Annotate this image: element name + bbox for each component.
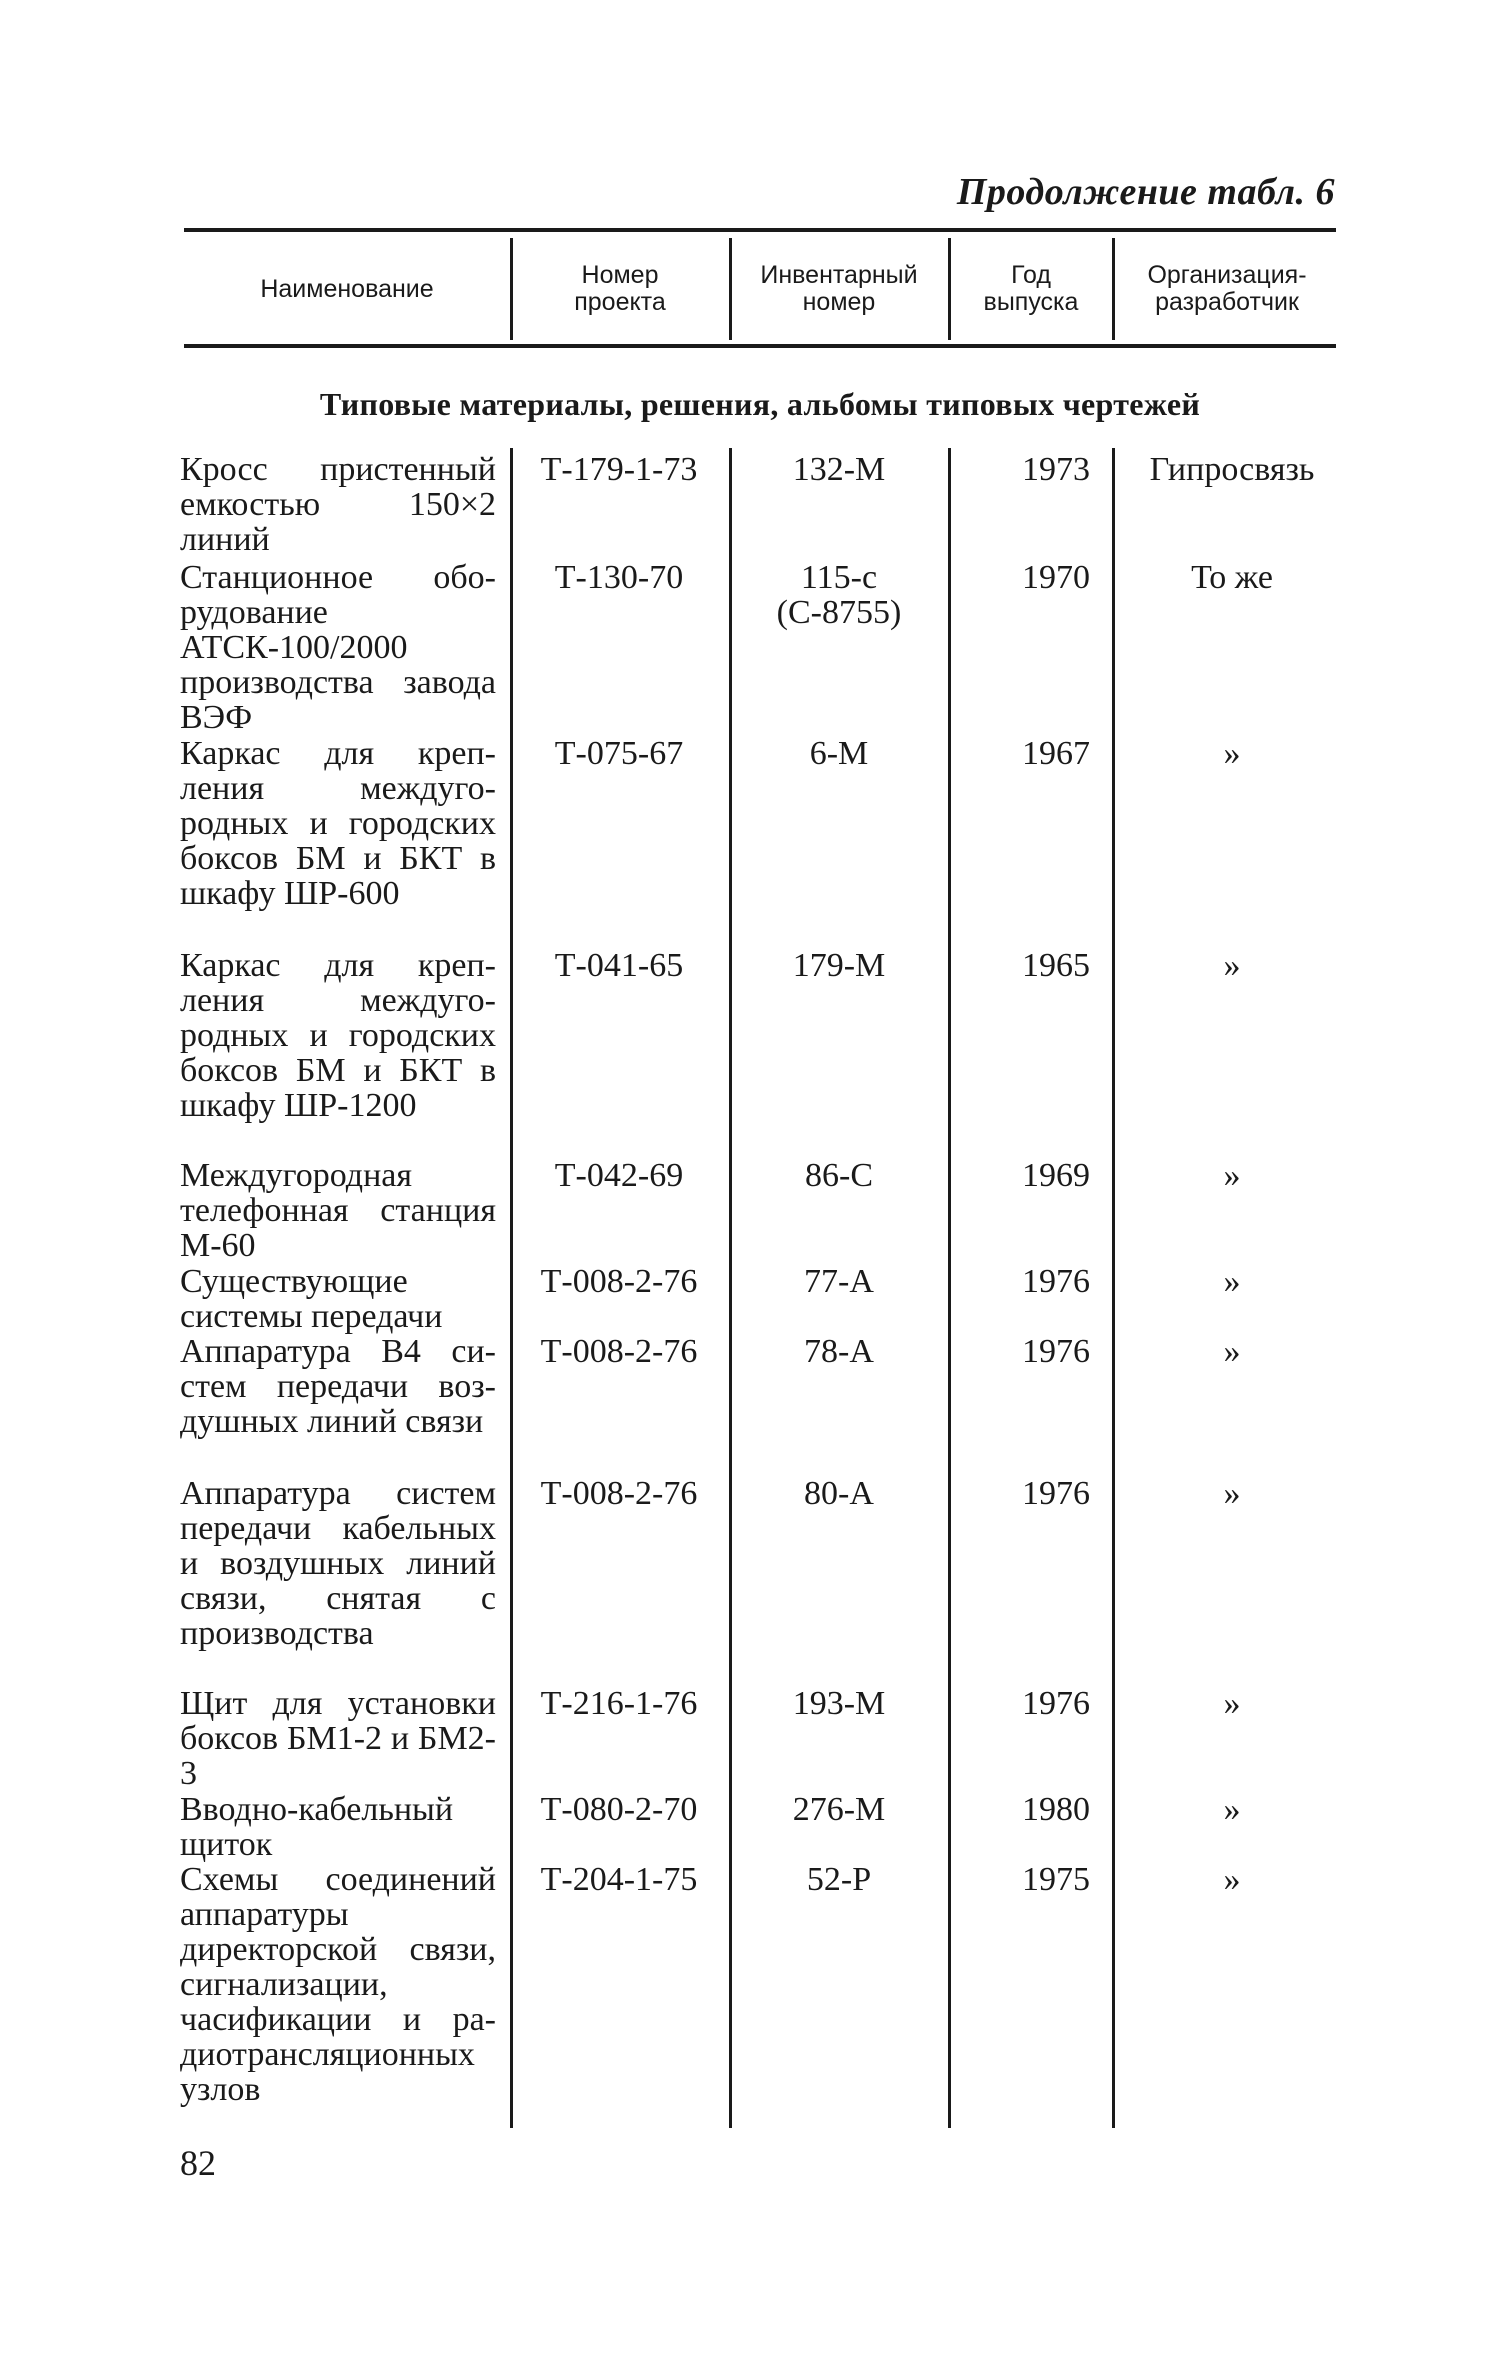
row-6-year: 1976 (1022, 1263, 1090, 1300)
row-4-year: 1965 (1022, 947, 1090, 984)
row-3-org: » (1223, 735, 1241, 772)
header-divider-3 (948, 238, 951, 340)
row-4-inventory: 179-М (792, 947, 886, 984)
row-1-org: Гипросвязь (1149, 451, 1315, 488)
column-header-org: Организация- разработчик (1147, 261, 1307, 316)
row-5-year: 1969 (1022, 1157, 1090, 1194)
body-divider-1 (510, 448, 513, 2128)
row-10-org: » (1223, 1791, 1241, 1828)
column-header-project: Номер проекта (574, 261, 666, 316)
row-2-name: Станционное оборудование АТСК-100/2000 производства завода ВЭФ (180, 559, 496, 736)
page-number: 82 (180, 2143, 216, 2183)
row-7-inventory: 78-А (804, 1333, 874, 1370)
column-header-name: Наименование (260, 274, 434, 303)
row-8-name: Аппаратура систем передачи кабельных и воздушных линий связи, снятая с производства (180, 1475, 496, 1652)
row-4-project: Т-041-65 (554, 947, 684, 984)
row-5-inventory: 86-С (805, 1157, 873, 1194)
table-continuation-caption: Продолжение табл. 6 (956, 171, 1335, 213)
row-7-name: Аппаратура В4 систем передачи воздушных линий связи (180, 1333, 496, 1440)
row-5-project: Т-042-69 (554, 1157, 684, 1194)
row-2-project: Т-130-70 (554, 559, 684, 596)
row-1-name: Кросс пристенный емкостью 150×2 линий (180, 451, 496, 558)
row-9-inventory: 193-М (792, 1685, 886, 1722)
row-1-year: 1973 (1022, 451, 1090, 488)
body-divider-2 (729, 448, 732, 2128)
header-divider-4 (1112, 238, 1115, 340)
row-11-year: 1975 (1022, 1861, 1090, 1898)
section-title: Типовые материалы, решения, альбомы типовых чертежей (319, 386, 1201, 422)
row-7-project: Т-008-2-76 (540, 1333, 698, 1370)
row-10-inventory: 276-М (792, 1791, 886, 1828)
row-6-inventory: 77-А (804, 1263, 874, 1300)
row-11-project: Т-204-1-75 (540, 1861, 698, 1898)
row-10-name: Вводно-кабельный щиток (180, 1791, 454, 1863)
row-4-org: » (1223, 947, 1241, 984)
row-6-name: Существующие системы передачи (180, 1263, 443, 1335)
row-3-name: Каркас для крепления междугородных и городских боксов БМ и БКТ в шкафу ШР-600 (180, 735, 496, 912)
row-9-year: 1976 (1022, 1685, 1090, 1722)
table-top-rule (184, 228, 1336, 232)
table-header-bottom-rule (184, 344, 1336, 348)
row-1-project: Т-179-1-73 (540, 451, 698, 488)
row-2-org: То же (1191, 559, 1273, 596)
row-3-inventory: 6-М (809, 735, 869, 772)
row-3-project: Т-075-67 (554, 735, 684, 772)
row-9-name: Щит для установки боксов БМ1-2 и БМ2-3 (180, 1685, 496, 1792)
row-9-org: » (1223, 1685, 1241, 1722)
row-6-org: » (1223, 1263, 1241, 1300)
row-3-year: 1967 (1022, 735, 1090, 772)
row-11-org: » (1223, 1861, 1241, 1898)
row-5-name: Междугородная телефонная станция М-60 (180, 1157, 496, 1264)
row-5-org: » (1223, 1157, 1241, 1194)
row-7-year: 1976 (1022, 1333, 1090, 1370)
body-divider-3 (948, 448, 951, 2128)
column-header-inventory: Инвентарный номер (760, 261, 918, 316)
row-8-inventory: 80-А (804, 1475, 874, 1512)
row-11-name: Схемы соединений аппаратуры директорской связи, сигнализации, часификации и радиотрансляционных узлов (180, 1861, 496, 2108)
header-divider-2 (729, 238, 732, 340)
row-2-inventory: 115-с (С-8755) (776, 559, 902, 631)
row-9-project: Т-216-1-76 (540, 1685, 698, 1722)
row-8-org: » (1223, 1475, 1241, 1512)
column-header-year: Год выпуска (983, 261, 1079, 316)
row-10-project: Т-080-2-70 (540, 1791, 698, 1828)
row-10-year: 1980 (1022, 1791, 1090, 1828)
header-divider-1 (510, 238, 513, 340)
row-11-inventory: 52-Р (806, 1861, 872, 1898)
row-7-org: » (1223, 1333, 1241, 1370)
row-1-inventory: 132-М (792, 451, 886, 488)
row-6-project: Т-008-2-76 (540, 1263, 698, 1300)
row-8-year: 1976 (1022, 1475, 1090, 1512)
row-8-project: Т-008-2-76 (540, 1475, 698, 1512)
row-4-name: Каркас для крепления междугородных и городских боксов БМ и БКТ в шкафу ШР-1200 (180, 947, 496, 1124)
row-2-year: 1970 (1022, 559, 1090, 596)
